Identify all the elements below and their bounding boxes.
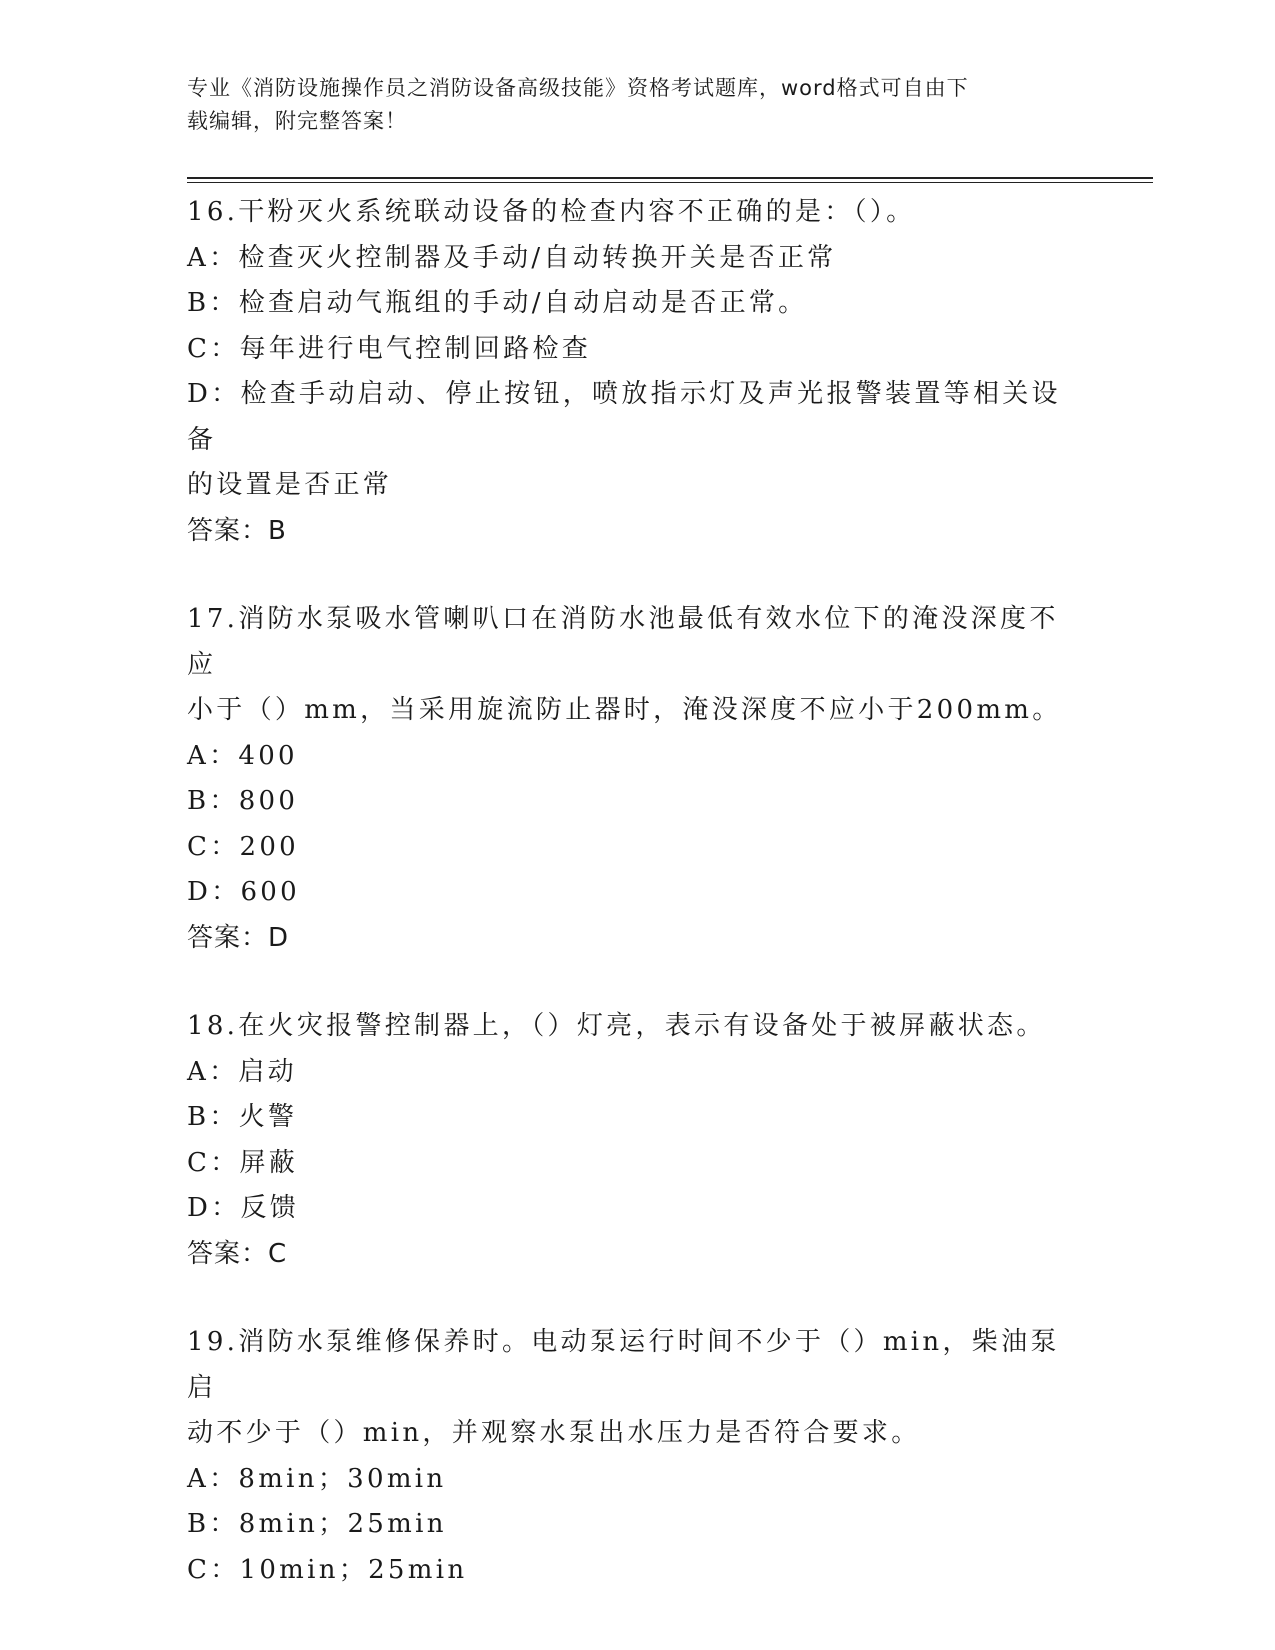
- question-17: [187, 597, 1087, 961]
- header-divider-thick: [187, 177, 1153, 179]
- question-stem: 17.消防水泵吸水管喇叭口在消防水池最低有效水位下的淹没深度不应: [187, 604, 1059, 680]
- header-line-2: 载编辑，附完整答案！: [187, 109, 407, 133]
- question-18: [187, 1004, 1087, 1277]
- option-c: C：200: [187, 831, 300, 862]
- document-header: [187, 72, 1067, 138]
- option-b: B：8min；25min: [187, 1509, 447, 1539]
- option-a: A：400: [187, 740, 298, 771]
- option-d: D：反馈: [187, 1193, 300, 1223]
- question-19: [187, 1320, 1087, 1593]
- header-line-1: 专业《消防设施操作员之消防设备高级技能》资格考试题库，word格式可自由下: [187, 76, 969, 100]
- question-stem: 16.干粉灭火系统联动设备的检查内容不正确的是：（）。: [187, 197, 916, 227]
- question-stem-continued: 动不少于（）min，并观察水泵出水压力是否符合要求。: [187, 1418, 921, 1448]
- question-stem-continued: 小于（）mm，当采用旋流防止器时，淹没深度不应小于200mm。: [187, 695, 1062, 725]
- question-list: [187, 190, 1087, 1636]
- answer-label: 答案：B: [187, 515, 287, 546]
- option-c: C：屏蔽: [187, 1147, 299, 1178]
- answer-label: 答案：D: [187, 922, 290, 953]
- answer-label: 答案：C: [187, 1238, 288, 1269]
- option-a: A：8min；30min: [187, 1463, 447, 1494]
- question-stem: 18.在火灾报警控制器上，（）灯亮，表示有设备处于被屏蔽状态。: [187, 1011, 1046, 1041]
- option-c: C：10min；25min: [187, 1554, 468, 1585]
- option-d: D：检查手动启动、停止按钮，喷放指示灯及声光报警装置等相关设备: [187, 379, 1061, 455]
- option-c: C：每年进行电气控制回路检查: [187, 333, 592, 364]
- option-d: D：600: [187, 877, 300, 907]
- option-a: A：启动: [187, 1056, 297, 1087]
- question-stem: 19.消防水泵维修保养时。电动泵运行时间不少于（）min，柴油泵启: [187, 1327, 1060, 1403]
- header-divider-thin: [187, 182, 1153, 183]
- option-a: A：检查灭火控制器及手动/自动转换开关是否正常: [187, 242, 837, 273]
- option-b: B：火警: [187, 1102, 298, 1132]
- option-b: B：800: [187, 786, 299, 816]
- option-b: B：检查启动气瓶组的手动/自动启动是否正常。: [187, 288, 808, 318]
- question-16: [187, 190, 1087, 554]
- option-d-continued: 的设置是否正常: [187, 470, 393, 500]
